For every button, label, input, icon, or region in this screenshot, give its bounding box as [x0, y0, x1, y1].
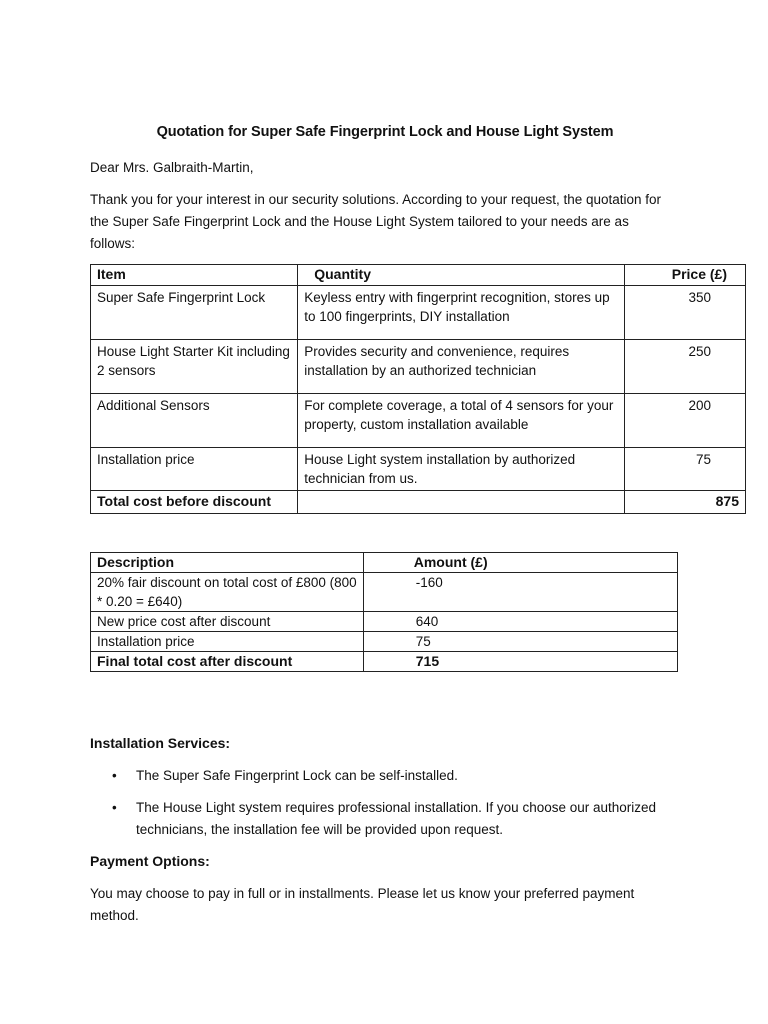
list-item	[90, 797, 680, 841]
list-item-text: The House Light system requires professional installation. If you choose our authorized technicians, the installation fee will be provided upon request.	[136, 800, 657, 837]
table-row	[91, 394, 746, 448]
payment-text: You may choose to pay in full or in installments. Please let us know your preferred payment method.	[90, 886, 635, 923]
final-total-label: Final total cost after discount	[91, 652, 364, 672]
items-table-header	[91, 265, 746, 286]
item-cell: Installation price	[91, 448, 298, 491]
items-table	[90, 264, 746, 514]
header-quantity: Quantity	[298, 265, 625, 286]
total-empty-cell	[298, 491, 625, 514]
list-item	[90, 765, 680, 787]
bullet-icon: •	[112, 768, 117, 783]
description-cell: New price cost after discount	[91, 612, 364, 632]
table-row	[91, 612, 678, 632]
description-cell: Installation price	[91, 632, 364, 652]
document-title: Quotation for Super Safe Fingerprint Lock and House Light System	[156, 124, 614, 140]
table-row	[91, 340, 746, 394]
header-price: Price (£)	[624, 265, 745, 286]
bullet-icon: •	[112, 800, 117, 815]
amount-cell: -160	[363, 573, 677, 612]
amount-cell: 75	[363, 632, 677, 652]
quantity-cell: For complete coverage, a total of 4 sensors for your property, custom installation available	[298, 394, 625, 448]
header-item: Item	[91, 265, 298, 286]
discount-table	[90, 552, 678, 672]
greeting: Dear Mrs. Galbraith-Martin,	[90, 160, 254, 175]
description-cell: 20% fair discount on total cost of £800 (800 * 0.20 = £640)	[91, 573, 364, 612]
table-row	[91, 573, 678, 612]
header-description: Description	[91, 553, 364, 573]
table-row	[91, 448, 746, 491]
header-amount: Amount (£)	[363, 553, 677, 573]
list-item-text: The Super Safe Fingerprint Lock can be self-installed.	[136, 768, 458, 783]
quantity-cell: House Light system installation by authorized technician from us.	[298, 448, 625, 491]
amount-cell: 640	[363, 612, 677, 632]
total-label: Total cost before discount	[91, 491, 298, 514]
total-row	[91, 491, 746, 514]
item-cell: House Light Starter Kit including 2 sensors	[91, 340, 298, 394]
price-cell: 75	[624, 448, 745, 491]
payment-heading: Payment Options:	[90, 853, 210, 869]
quantity-cell: Provides security and convenience, requires installation by an authorized technician	[298, 340, 625, 394]
quantity-cell: Keyless entry with fingerprint recognition, stores up to 100 fingerprints, DIY installation	[298, 286, 625, 340]
price-cell: 350	[624, 286, 745, 340]
table-row	[91, 286, 746, 340]
installation-list	[90, 765, 680, 851]
price-cell: 200	[624, 394, 745, 448]
final-total-amount: 715	[363, 652, 677, 672]
discount-table-header	[91, 553, 678, 573]
price-cell: 250	[624, 340, 745, 394]
total-value: 875	[624, 491, 745, 514]
table-row	[91, 632, 678, 652]
final-total-row	[91, 652, 678, 672]
intro-paragraph: Thank you for your interest in our security solutions. According to your request, the quotation for the Super Safe Fingerprint Lock and the House Light System tailored to your needs are as follows:	[90, 192, 662, 251]
item-cell: Super Safe Fingerprint Lock	[91, 286, 298, 340]
item-cell: Additional Sensors	[91, 394, 298, 448]
installation-heading: Installation Services:	[90, 735, 231, 751]
